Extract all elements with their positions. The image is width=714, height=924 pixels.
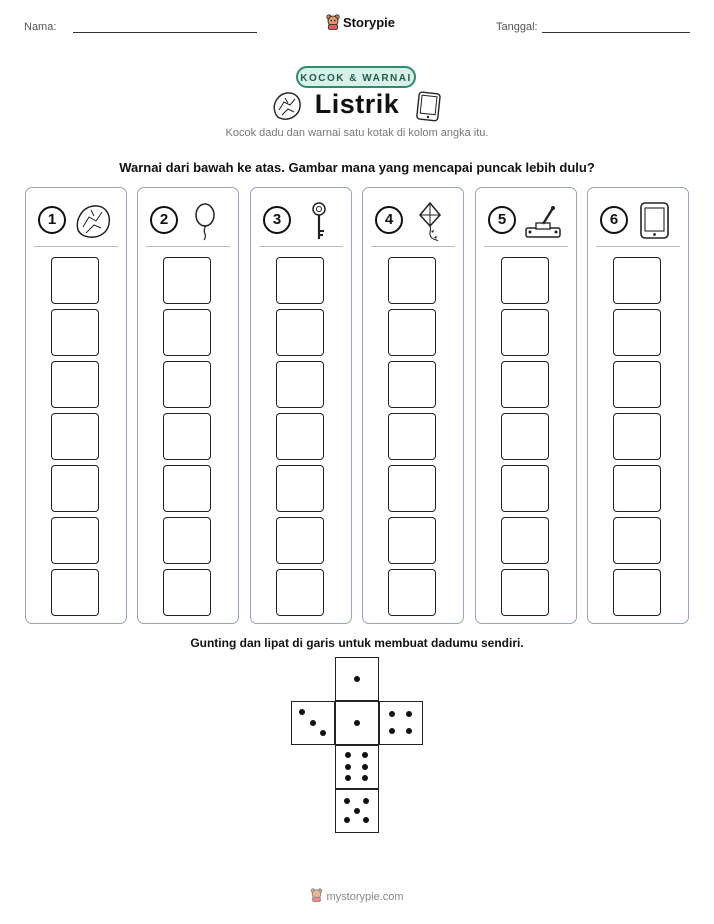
tablet-icon [634, 200, 676, 242]
color-box[interactable] [163, 569, 211, 616]
color-box[interactable] [51, 413, 99, 460]
dice-pip [344, 798, 350, 804]
dice-column-2 [137, 187, 239, 624]
dice-pip [345, 775, 351, 781]
dice-face [335, 789, 379, 833]
color-box[interactable] [163, 309, 211, 356]
color-box[interactable] [51, 309, 99, 356]
dice-instruction: Gunting dan lipat di garis untuk membuat dadumu sendiri. [190, 636, 524, 650]
dice-pip [362, 775, 368, 781]
dice-column-4 [362, 187, 464, 624]
color-box[interactable] [613, 413, 661, 460]
dice-pip [310, 720, 316, 726]
column-header [596, 200, 680, 247]
dice-column-1 [25, 187, 127, 624]
dice-column-3 [250, 187, 352, 624]
column-number: 2 [150, 206, 178, 234]
dice-pip [299, 709, 305, 715]
color-box[interactable] [388, 413, 436, 460]
color-box[interactable] [613, 257, 661, 304]
kite-icon [409, 200, 451, 242]
dice-pip [389, 728, 395, 734]
color-box[interactable] [613, 309, 661, 356]
page-title: Listrik [314, 89, 400, 119]
color-box[interactable] [613, 465, 661, 512]
column-number: 5 [488, 206, 516, 234]
color-box[interactable] [163, 257, 211, 304]
dice-pip [363, 798, 369, 804]
dice-face [379, 701, 423, 745]
instruction-text: Warnai dari bawah ke atas. Gambar mana yang mencapai puncak lebih dulu? [119, 160, 595, 175]
tablet-title-icon [414, 90, 444, 122]
dice-pip [362, 764, 368, 770]
color-box[interactable] [276, 465, 324, 512]
date-label: Tanggal: [496, 21, 538, 33]
color-box[interactable] [163, 517, 211, 564]
column-header [371, 200, 455, 247]
dice-pip [406, 711, 412, 717]
brand-name: Storypie [343, 14, 396, 30]
switch-icon [522, 200, 564, 242]
color-box[interactable] [388, 569, 436, 616]
color-box[interactable] [51, 569, 99, 616]
name-line[interactable] [73, 32, 257, 33]
column-header [484, 200, 568, 247]
color-box[interactable] [163, 465, 211, 512]
column-header [259, 200, 343, 247]
coal-icon [72, 200, 114, 242]
color-box[interactable] [276, 309, 324, 356]
dice-pip [345, 764, 351, 770]
dice-face [335, 657, 379, 701]
color-box[interactable] [276, 361, 324, 408]
color-box[interactable] [501, 257, 549, 304]
column-number: 3 [263, 206, 291, 234]
color-box[interactable] [51, 465, 99, 512]
dice-pip [362, 752, 368, 758]
color-box[interactable] [501, 465, 549, 512]
page-subtitle: Kocok dadu dan warnai satu kotak di kolom angka itu. [225, 127, 489, 139]
dice-column-5 [475, 187, 577, 624]
color-box[interactable] [163, 413, 211, 460]
dice-pip [345, 752, 351, 758]
dice-pip [389, 711, 395, 717]
dice-pip [406, 728, 412, 734]
color-box[interactable] [388, 361, 436, 408]
color-box[interactable] [613, 361, 661, 408]
dice-pip [354, 676, 360, 682]
column-number: 6 [600, 206, 628, 234]
color-box[interactable] [276, 257, 324, 304]
dice-pip [344, 817, 350, 823]
color-box[interactable] [51, 257, 99, 304]
color-box[interactable] [163, 361, 211, 408]
bear-icon [310, 888, 323, 902]
balloon-icon [184, 200, 226, 242]
bear-icon [326, 14, 340, 30]
dice-face [335, 701, 379, 745]
color-box[interactable] [276, 517, 324, 564]
footer [0, 888, 714, 903]
color-box[interactable] [501, 309, 549, 356]
color-box[interactable] [388, 309, 436, 356]
color-box[interactable] [276, 413, 324, 460]
dice-column-6 [587, 187, 689, 624]
color-box[interactable] [501, 517, 549, 564]
date-line[interactable] [542, 32, 690, 33]
color-box[interactable] [613, 517, 661, 564]
color-box[interactable] [388, 257, 436, 304]
dice-pip [320, 730, 326, 736]
color-box[interactable] [388, 465, 436, 512]
dice-face [291, 701, 335, 745]
color-box[interactable] [51, 517, 99, 564]
column-number: 1 [38, 206, 66, 234]
activity-badge: KOCOK & WARNAI [296, 66, 416, 88]
color-box[interactable] [501, 361, 549, 408]
brand-logo [326, 14, 395, 30]
dice-pip [363, 817, 369, 823]
color-box[interactable] [51, 361, 99, 408]
column-header [146, 200, 230, 247]
key-icon [297, 200, 339, 242]
dice-face [335, 745, 379, 789]
color-box[interactable] [501, 413, 549, 460]
dice-pip [354, 720, 360, 726]
color-box[interactable] [388, 517, 436, 564]
color-box[interactable] [501, 569, 549, 616]
column-header [34, 200, 118, 247]
column-number: 4 [375, 206, 403, 234]
color-box[interactable] [276, 569, 324, 616]
footer-url: mystorypie.com [326, 891, 404, 903]
dice-pip [354, 808, 360, 814]
name-label: Nama: [24, 21, 57, 33]
color-box[interactable] [613, 569, 661, 616]
